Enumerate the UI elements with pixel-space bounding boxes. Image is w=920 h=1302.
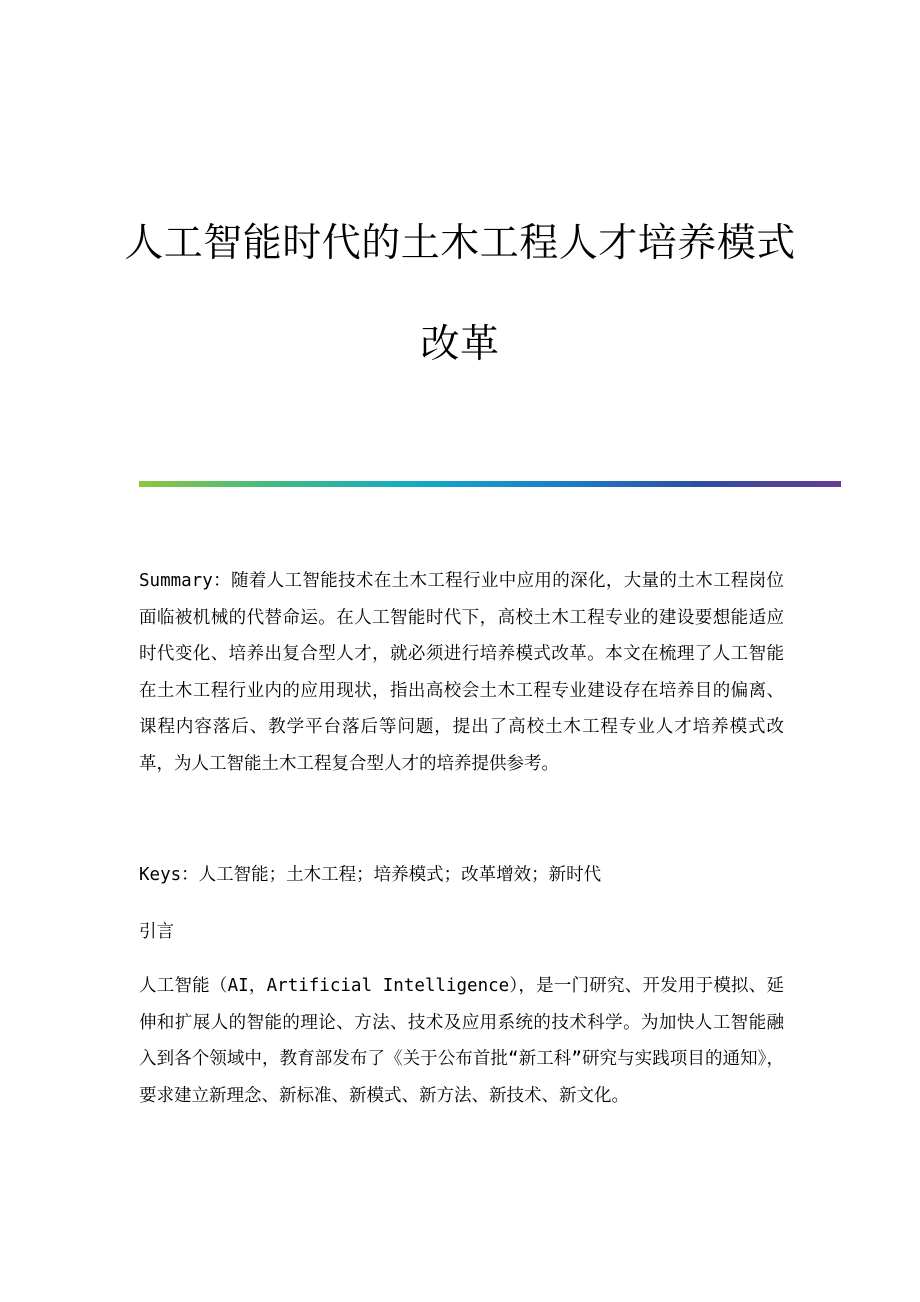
summary-label: Summary： [139,571,231,591]
document-title-line-2: 改革 [420,322,500,367]
summary-paragraph [139,563,784,783]
keys-text: 人工智能；土木工程；培养模式；改革增效；新时代 [198,865,602,885]
keys-label: Keys： [139,865,199,885]
intro-heading: 引言 [139,922,174,942]
document-title-line-1: 人工智能时代的土木工程人才培养模式 [124,221,796,266]
keywords-line [139,857,784,894]
gradient-divider [139,481,841,487]
intro-paragraph: 人工智能（AI，Artificial Intelligence），是一门研究、开发用于模拟、延伸和扩展人的智能的理论、方法、技术及应用系统的技术科学。为加快人工智能融入到各个领域中，教育部发布了《关于公布首批“新工科”研究与实践项目的通知》，要求建立新理念、新标准、新模式、新方法、新技术、新文化。 [139,976,784,1106]
summary-text: 随着人工智能技术在土木工程行业中应用的深化，大量的土木工程岗位面临被机械的代替命运。在人工智能时代下，高校土木工程专业的建设要想能适应时代变化、培养出复合型人才，就必须进行培养模式改革。本文在梳理了人工智能在土木工程行业内的应用现状，指出高校会土木工程专业建设存在培养目的偏离、课程内容落后、教学平台落后等问题，提出了高校土木工程专业人才培养模式改革，为人工智能土木工程复合型人才的培养提供参考。 [139,571,784,774]
